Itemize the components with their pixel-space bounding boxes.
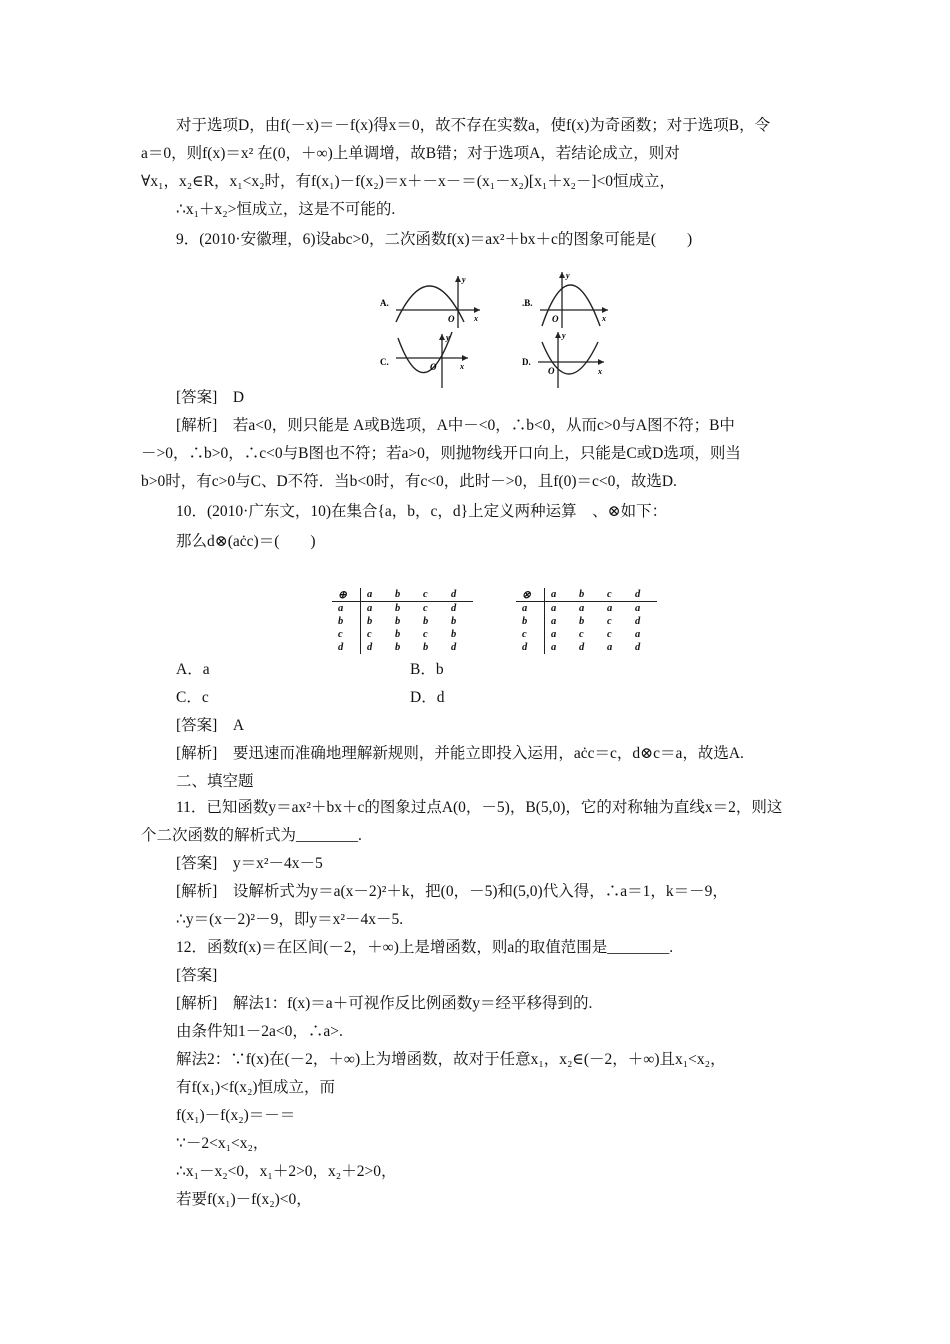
text-line: [解析] 设解析式为y＝a(x－2)²＋k，把(0，－5)和(5,0)代入得，∴a＝1，k＝－9，: [176, 883, 728, 900]
graph-a: [380, 275, 480, 328]
table-cell: a: [551, 603, 557, 614]
text-line: b>0时，有c>0与C、D不符．当b<0时，有c<0，此时－>0，且f(0)＝c<0，故选D.: [141, 473, 677, 490]
operation-table-oplus: [332, 588, 473, 654]
table-cell: b: [395, 642, 401, 653]
table-cell: a: [516, 602, 545, 616]
table-cell: d: [635, 642, 641, 653]
operation-table-otimes: [516, 588, 657, 654]
table-cell: c: [332, 628, 361, 641]
graph-a-x: x: [474, 314, 478, 323]
text-line: [解析] 要迅速而准确地理解新规则，并能立即投入运用，aċc＝c，d⊗c＝a，故选A.: [176, 745, 744, 762]
table-cell: c: [579, 629, 584, 640]
text-line: [解析] 解法1：f(x)＝a＋可视作反比例函数y＝经平移得到的.: [176, 995, 593, 1012]
table-cell: a: [551, 616, 557, 627]
text-line: ∴x₁＋x₂>恒成立，这是不可能的.: [176, 201, 396, 218]
table-cell: c: [367, 629, 372, 640]
graph-a-y: y: [462, 275, 466, 284]
graph-c-label: C.: [380, 357, 389, 367]
table-header-cell: a: [545, 588, 574, 602]
text-line: 11．已知函数y＝ax²＋bx＋c的图象过点A(0，－5)，B(5,0)，它的对称轴为直线x＝2，则这: [176, 799, 783, 816]
text-line: [答案]: [176, 967, 218, 984]
text-line: 9．(2010·安徽理，6)设abc>0，二次函数f(x)＝ax²＋bx＋c的图象可能是( ): [176, 231, 693, 248]
text-line: a＝0，则f(x)＝x² 在(0，＋∞)上单调增，故B错；对于选项A，若结论成立，则对: [141, 145, 680, 162]
table-row: [516, 628, 657, 641]
table-row: [332, 615, 473, 628]
table-cell: b: [395, 629, 401, 640]
table-row: [332, 641, 473, 654]
table-cell: d: [635, 616, 641, 627]
table-row: [332, 602, 473, 616]
table-header-cell: d: [445, 588, 473, 602]
text-line: ∴y＝(x－2)²－9，即y＝x²－4x－5.: [176, 911, 404, 928]
table-header-cell: c: [601, 588, 629, 602]
table-header-row: [516, 588, 657, 602]
table-row: [516, 615, 657, 628]
text-line: 10．(2010·广东文，10)在集合{a，b，c，d}上定义两种运算 、⊗如下：: [176, 503, 668, 520]
text-line: 二、填空题: [176, 773, 254, 790]
table-row: [516, 641, 657, 654]
text-line: [答案] A: [176, 717, 245, 734]
graph-a-label: A.: [380, 298, 389, 308]
text-line: ∴x₁－x₂<0，x₁＋2>0，x₂＋2>0，: [176, 1163, 397, 1180]
table-cell: c: [516, 628, 545, 641]
table-cell: b: [332, 615, 361, 628]
table-cell: d: [451, 642, 457, 653]
graph-b-y: y: [566, 271, 570, 280]
graph-b-origin: O: [552, 314, 559, 324]
table-cell: b: [423, 616, 429, 627]
table-cell: b: [579, 616, 585, 627]
table-header-cell: d: [629, 588, 657, 602]
graph-c-origin: O: [430, 362, 437, 372]
table-cell: a: [635, 629, 641, 640]
table-cell: b: [395, 616, 401, 627]
table-otimes: [516, 588, 657, 654]
table-cell: d: [451, 603, 457, 614]
text-line: 若要f(x₁)－f(x₂)<0，: [176, 1191, 312, 1208]
table-cell: d: [579, 642, 585, 653]
graph-c-y: y: [446, 333, 450, 342]
text-line: 那么d⊗(aċc)＝( ): [176, 533, 316, 550]
graph-d-label: D.: [522, 357, 531, 367]
table-cell: b: [451, 629, 457, 640]
table-header-row: [332, 588, 473, 602]
table-header-cell: b: [573, 588, 601, 602]
table-cell: b: [367, 616, 373, 627]
text-line: f(x₁)－f(x₂)＝－＝: [176, 1107, 296, 1124]
table-oplus: [332, 588, 473, 654]
text-line: 12．函数f(x)＝在区间(－2，＋∞)上是增函数，则a的取值范围是________.: [176, 939, 674, 956]
text-line: ∀x₁，x₂∈R，x₁<x₂时，有f(x₁)－f(x₂)＝x＋－x－＝(x₁－x₂)[x₁＋x₂－]<0恒成立，: [141, 173, 676, 190]
text-line: [解析] 若a<0，则只能是 A或B选项，A中－<0，∴b<0，从而c>0与A图不符；B中: [176, 417, 735, 434]
table-cell: c: [607, 616, 612, 627]
table-cell: a: [607, 642, 613, 653]
graph-d-y: y: [562, 331, 566, 340]
table-header-cell: ⊗: [516, 588, 545, 602]
table-cell: a: [607, 603, 613, 614]
table-cell: b: [451, 616, 457, 627]
table-cell: b: [423, 642, 429, 653]
graph-c: [380, 332, 468, 388]
table-header-cell: b: [389, 588, 417, 602]
text-line: 对于选项D，由f(－x)＝－f(x)得x＝0，故不存在实数a，使f(x)为奇函数；对于选项B，令: [176, 117, 771, 134]
text-line: C．c: [176, 689, 209, 706]
graph-d-origin: O: [548, 366, 555, 376]
text-line: [答案] y＝x²－4x－5: [176, 855, 323, 872]
text-line: 个二次函数的解析式为________.: [141, 827, 362, 844]
graph-d-x: x: [598, 367, 602, 376]
graph-a-origin: O: [448, 314, 455, 324]
text-line: [答案] D: [176, 389, 245, 406]
text-line: 有f(x₁)<f(x₂)恒成立，而: [176, 1079, 336, 1096]
table-cell: d: [516, 641, 545, 654]
table-header-cell: c: [417, 588, 445, 602]
text-line: A．a: [176, 661, 210, 678]
table-cell: a: [579, 603, 585, 614]
graph-c-x: x: [460, 362, 464, 371]
table-header-cell: ⊕: [332, 588, 361, 602]
text-line: －>0，∴b>0，∴c<0与B图也不符；若a>0，则抛物线开口向上，只能是C或D选项，则当: [141, 445, 741, 462]
table-cell: b: [395, 603, 401, 614]
table-cell: a: [367, 603, 373, 614]
table-cell: c: [423, 603, 428, 614]
table-cell: a: [551, 642, 557, 653]
table-header-cell: a: [361, 588, 390, 602]
table-cell: a: [332, 602, 361, 616]
parabola-options-figure: [372, 270, 612, 390]
graph-b: [522, 271, 608, 328]
table-row: [332, 628, 473, 641]
table-cell: c: [423, 629, 428, 640]
table-cell: a: [551, 629, 557, 640]
table-cell: d: [332, 641, 361, 654]
parabola-graphs: [372, 270, 612, 390]
graph-b-label: .B.: [522, 298, 533, 308]
text-line: 解法2：∵f(x)在(－2，＋∞)上为增函数，故对于任意x₁，x₂∈(－2，＋∞)且x₁<x₂，: [176, 1051, 726, 1068]
text-line: ∵－2<x₁<x₂，: [176, 1135, 269, 1152]
graph-d: [522, 331, 604, 388]
text-line: D．d: [410, 689, 445, 706]
graph-b-x: x: [602, 314, 606, 323]
table-cell: d: [367, 642, 373, 653]
text-line: 由条件知1－2a<0，∴a>.: [176, 1023, 343, 1040]
table-cell: a: [635, 603, 641, 614]
table-row: [516, 602, 657, 616]
table-cell: c: [607, 629, 612, 640]
table-cell: b: [516, 615, 545, 628]
text-line: B．b: [410, 661, 444, 678]
